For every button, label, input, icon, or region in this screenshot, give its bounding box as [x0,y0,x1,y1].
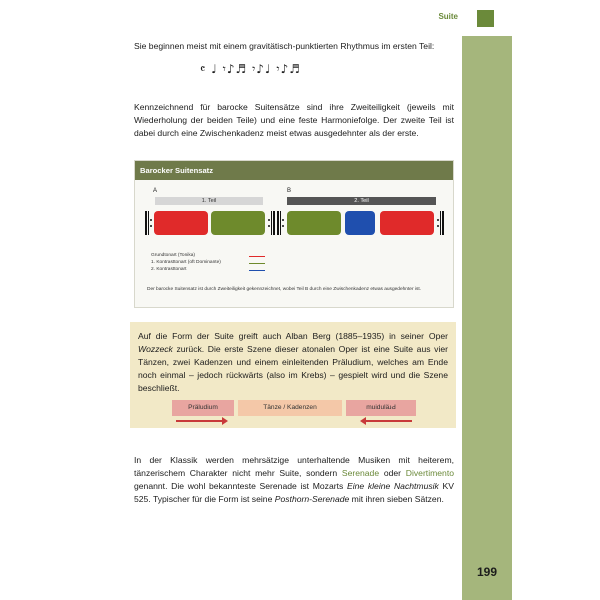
text-run: oder [379,468,406,478]
text-run: In der Klassik werden mehrsätzige unterhaltende Musiken mit heiterem, tänzerischem Charakter nicht mehr Suite, sondern [134,455,454,478]
taenze-bar: Tänze / Kadenzen [238,400,342,416]
legend-label: Grundtonart (Tonika) [151,253,195,258]
part-two-bar: 2. Teil [287,197,436,205]
work-title: Eine kleine Nachtmusik [346,481,439,491]
diagram-title: Barocker Suitensatz [135,161,453,180]
kontrast-block [345,211,375,235]
repeat-start-sign [145,211,152,235]
page-number: 199 [476,565,498,579]
legend-swatch-tonika [249,256,265,257]
legend-label: 2. Kontrasttonart [151,267,187,272]
backward-arrow [366,420,412,422]
suite-diagram [134,160,454,308]
part-a-label: A [153,188,158,194]
rhythm-notation: 𝄴 ♩ 𝄾♪♬ 𝄾♪♩ 𝄾♪♬ [200,62,302,76]
klassik-paragraph [134,454,454,506]
sidebar-band [462,0,512,600]
legend-swatch-kontrast [249,270,265,271]
praeludium-bar: Präludium [172,400,234,416]
intro-paragraph: Sie beginnen meist mit einem gravitätisch-punktierten Rhythmus im ersten Teil: [134,41,435,51]
wozzeck-paragraph [138,330,448,395]
part-b-label: B [287,188,292,194]
text-run: zurück. Die erste Szene dieser atonalen Oper ist eine Suite aus vier Tänzen, zwei Kadenzen und einem einleitenden Präludium, welches am Ende noch einmal – jedoch rückwärts (also im Krebs) – gespielt wird und die Szene beschließt. [138,344,448,393]
legend-item [151,260,271,265]
legend-swatch-dominante [249,263,265,264]
repeat-end-sign [268,211,275,235]
tonika-block [154,211,208,235]
text-run: genannt. Die wohl bekannteste Serenade ist Mozarts [134,481,347,491]
suite-paragraph: Kennzeichnend für barocke Suitensätze sind ihre Zweiteiligkeit (jeweils mit Wiederholung der beiden Teile) und eine feste Harmoniefolge. Der zweite Teil ist dabei durch eine Zwischenkadenz meist etwas ausgedehnter als der erste. [134,102,454,138]
praeludium-reversed-bar: muiduläɹԀ [346,400,416,416]
part-one-bar: 1. Teil [155,197,263,205]
legend-label: 1. Kontrasttonart (oft Dominante) [151,260,221,265]
legend-item [151,267,271,272]
diagram-caption: Der barocke Suitensatz ist durch Zweiteiligkeit gekennzeichnet, wobei Teil B durch eine Zwischenkadenz etwas ausgedehnter ist. [147,287,422,292]
forward-arrow [176,420,222,422]
text-run: Auf die Form der Suite greift auch Alban Berg (1885–1935) in seiner Oper [138,331,448,341]
serenade-term: Serenade [341,468,380,478]
chapter-marker [477,10,494,27]
repeat-end-sign-b [437,211,444,235]
dominante-block-b [287,211,341,235]
backward-arrow-head [360,417,366,425]
divertimento-term: Divertimento [405,468,454,478]
tonika-block-b [380,211,434,235]
dominante-block [211,211,265,235]
text-run: mit ihren sieben Sätzen. [349,494,444,504]
forward-arrow-head [222,417,228,425]
repeat-start-sign-b [277,211,284,235]
text-run: KV 525. Typischer für die Form ist seine [134,481,454,504]
work-title: Posthorn-Serenade [274,494,350,504]
running-head: Suite [438,12,458,21]
opera-title: Wozzeck [138,344,173,354]
legend-item [151,253,271,258]
